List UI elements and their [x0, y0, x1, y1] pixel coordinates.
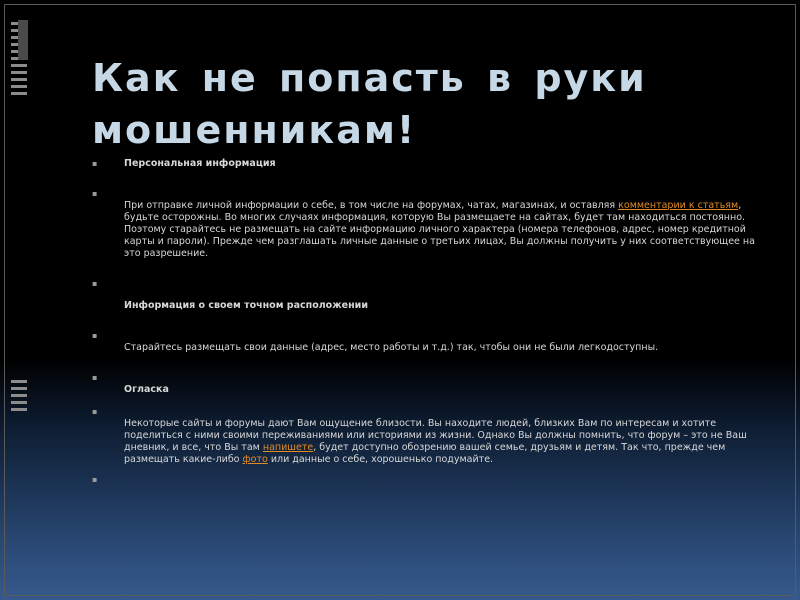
- heading-location: Информация о своем точном расположении: [124, 300, 368, 311]
- decoration-bar: [18, 20, 28, 60]
- bullet-icon: ▪: [92, 373, 98, 382]
- heading-personal-info: Персональная информация: [124, 158, 276, 169]
- list-item: [92, 300, 758, 312]
- list-item: [92, 372, 758, 396]
- bullet-icon: ▪: [92, 279, 98, 288]
- left-decoration: [0, 0, 34, 600]
- heading-publicity: Огласка: [124, 384, 169, 395]
- bullet-icon: ▪: [92, 475, 98, 484]
- list-item: [92, 406, 758, 466]
- list-item: [92, 330, 758, 354]
- link-comments[interactable]: комментарии к статьям: [618, 200, 739, 211]
- paragraph-personal-info: При отправке личной информации о себе, в том числе на форумах, чатах, магазинах, и оставляя комментарии к статьям, будьте осторожны. Во многих случаях информация, которую Вы размещаете на сайтах, будет там находиться постоянно. Поэтому старайтесь не размещать на сайте информацию личного характера (номера телефонов, адрес, номер кредитной карты и пароли). Прежде чем разглашать личные данные о третьих лицах, Вы должны получить у них соответствующее на это разрешение.: [124, 200, 755, 259]
- bullet-icon: ▪: [92, 331, 98, 340]
- bullet-icon: ▪: [92, 407, 98, 416]
- paragraph-publicity: Некоторые сайты и форумы дают Вам ощущение близости. Вы находите людей, близких Вам по интересам и хотите поделиться с ними своими переживаниями или историями из жизни. Однако Вы должны помнить, что форум – это не Ваш дневник, и все, что Вы там напишете, будет доступно обозрению вашей семье, друзьям и детям. Так что, прежде чем размещать какие-либо фото или данные о себе, хорошенько подумайте.: [124, 418, 747, 465]
- list-item: [92, 188, 758, 260]
- link-write[interactable]: напишете: [262, 442, 314, 453]
- bullet-icon: ▪: [92, 159, 98, 168]
- list-item: [92, 158, 758, 170]
- decoration-ticks-bottom: [11, 380, 27, 415]
- paragraph-location: Старайтесь размещать свои данные (адрес, место работы и т.д.) так, чтобы они не были легкодоступны.: [124, 342, 659, 353]
- slide-body: [92, 158, 758, 484]
- link-photo[interactable]: фото: [242, 454, 268, 465]
- bullet-icon: ▪: [92, 189, 98, 198]
- slide-title: Как не попасть в руки мошенникам!: [92, 56, 647, 152]
